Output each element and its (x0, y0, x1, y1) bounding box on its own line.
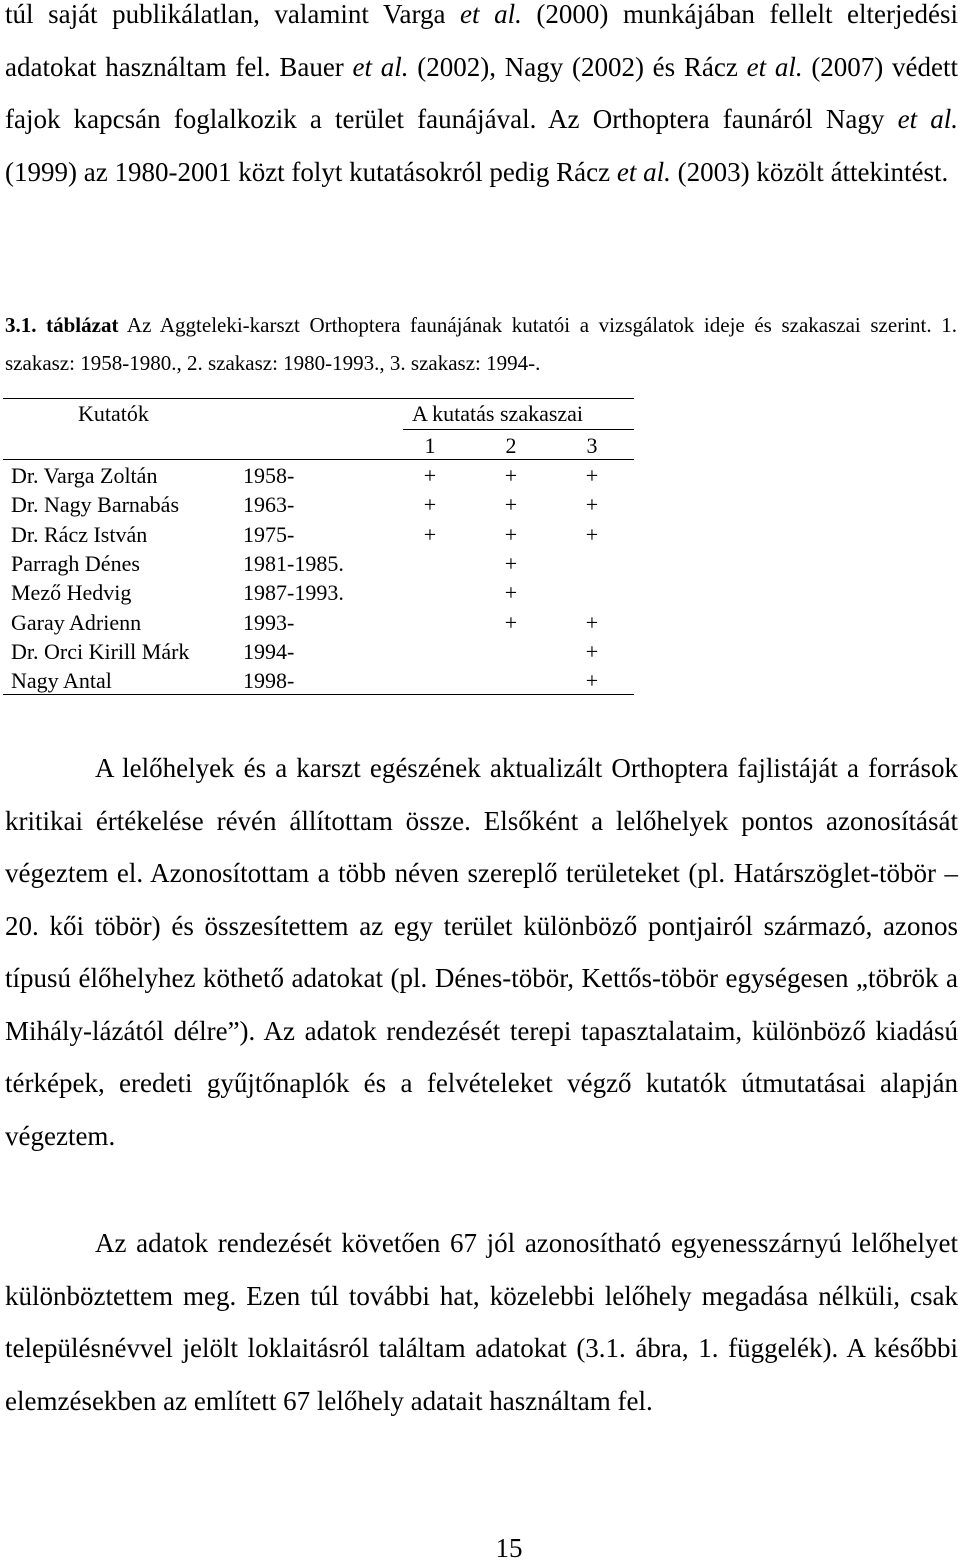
citation-et-al: et al. (616, 156, 671, 187)
phase-1-mark: + (423, 521, 437, 547)
header-phases: A kutatás szakaszai (412, 401, 584, 426)
research-period: 1975- (243, 521, 295, 547)
research-period: 1958- (243, 463, 295, 488)
header-researchers: Kutatók (78, 401, 149, 426)
citation-et-al: et al. (897, 104, 958, 134)
table-bottom-rule (3, 694, 634, 695)
research-period: 1987-1993. (243, 580, 344, 606)
page-number: 15 (495, 1533, 523, 1563)
intro-text-run: (1999) az 1980-2001 közt folyt kutatásokról pedig Rácz (5, 156, 617, 187)
phase-2-mark: + (504, 609, 518, 635)
phase-3-mark: + (585, 609, 599, 635)
research-period: 1981-1985. (243, 550, 344, 576)
research-period: 1993- (243, 609, 295, 635)
phase-1-mark: + (423, 492, 437, 518)
phases-header-rule (403, 429, 634, 430)
table-caption (5, 306, 957, 382)
phase-3-mark: + (585, 521, 599, 547)
researcher-name: Dr. Orci Kirill Márk (11, 638, 190, 664)
phase-number-3: 3 (586, 433, 598, 458)
phase-number-2: 2 (505, 433, 517, 458)
sites-paragraph: Az adatok rendezését követően 67 jól azonosítható egyenesszárnyú lelőhelyet különböztettem meg. Ezen túl további hat, közelebbi lelőhely megadása nélküli, csak településnévvel jelölt loklaitásról találtam adatokat (3.1. ábra, 1. függelék). A későbbi elemzésekben az említett 67 lelőhely adatait használtam fel. (5, 1228, 958, 1416)
researcher-name: Parragh Dénes (11, 550, 140, 576)
intro-paragraph (5, 0, 958, 198)
researcher-name: Dr. Nagy Barnabás (11, 492, 180, 518)
citation-et-al: et al. (460, 0, 522, 29)
researcher-name: Nagy Antal (11, 668, 112, 694)
researcher-name: Garay Adrienn (11, 609, 142, 635)
intro-text-run: túl saját publikálatlan, valamint Varga (5, 0, 461, 29)
phase-2-mark: + (504, 580, 518, 606)
phase-3-mark: + (585, 668, 599, 694)
researcher-name: Dr. Varga Zoltán (11, 463, 158, 488)
intro-text-run: (2002), Nagy (2002) és Rácz (408, 51, 747, 82)
phase-2-mark: + (504, 521, 518, 547)
phase-2-mark: + (504, 463, 518, 488)
intro-text-run: (2003) közölt áttekintést. (670, 156, 949, 187)
table-header-rule (3, 459, 634, 460)
table-caption-label: 3.1. táblázat (5, 313, 119, 337)
table-caption-text: Az Aggteleki-karszt Orthoptera faunájának kutatói a vizsgálatok ideje és szakaszai szerint. 1. szakasz: 1958-1980., 2. szakasz: 1980-1993., 3. szakasz: 1994-. (5, 313, 957, 375)
phase-2-mark: + (504, 550, 518, 576)
citation-et-al: et al. (746, 51, 803, 82)
researcher-name: Dr. Rácz István (11, 521, 148, 547)
citation-et-al: et al. (352, 51, 409, 82)
phase-2-mark: + (504, 492, 518, 518)
phase-number-1: 1 (424, 433, 436, 458)
phase-3-mark: + (585, 638, 599, 664)
researcher-name: Mező Hedvig (11, 580, 132, 606)
research-period: 1998- (243, 668, 295, 694)
intro-text-run: (2007) védett fajok kapcsán foglalkozik a terület faunájával. Az Orthoptera faunáról Nagy (5, 51, 958, 134)
research-period: 1963- (243, 492, 295, 518)
phase-1-mark: + (423, 463, 437, 488)
method-paragraph: A lelőhelyek és a karszt egészének aktualizált Orthoptera fajlistáját a források kritikai értékelése révén állítottam össze. Elsőként a lelőhelyek pontos azonosítását végeztem el. Azonosítottam a több néven szereplő területeket (pl. Határszöglet-töbör – 20. kői töbör) és összesítettem az egy terület különböző pontjairól származó, azonos típusú élőhelyhez köthető adatokat (pl. Dénes-töbör, Kettős-töbör egységesen „töbrök a Mihály-lázától délre”). Az adatok rendezését terepi tapasztalataim, különböző kiadású térképek, eredeti gyűjtőnaplók és a felvételeket végző kutatók útmutatásai alapján végeztem. (5, 753, 958, 1151)
phase-3-mark: + (585, 463, 599, 488)
intro-text-run: (2000) munkájában fellelt elterjedési adatokat használtam fel. Bauer (5, 0, 958, 82)
phase-3-mark: + (585, 492, 599, 518)
research-period: 1994- (243, 638, 295, 664)
